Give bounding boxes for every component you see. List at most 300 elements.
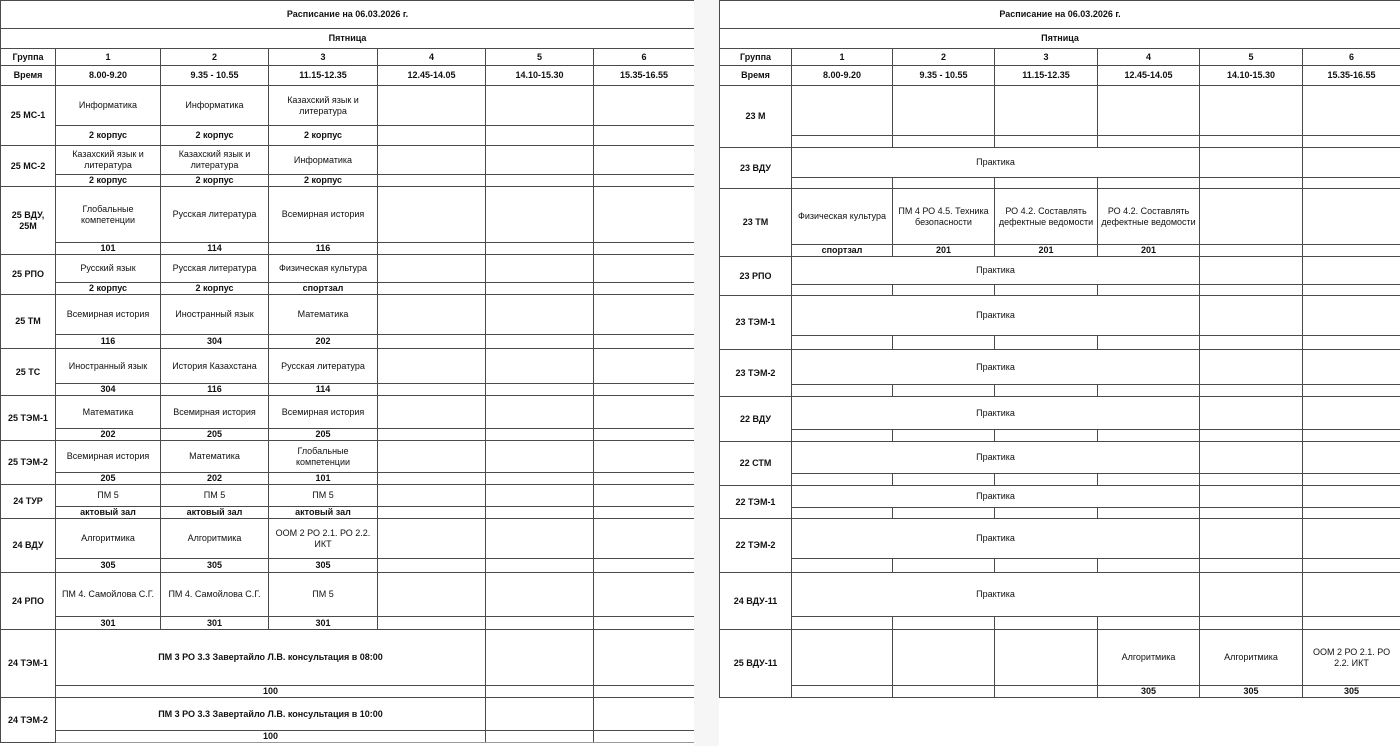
table-row (720, 430, 1400, 442)
room-cell (995, 617, 1098, 630)
table-row (1, 126, 695, 146)
table-row (720, 296, 1400, 336)
room-cell (1200, 508, 1303, 519)
group-name: 22 СТМ (720, 442, 792, 486)
room-cell: 305 (1098, 686, 1200, 698)
subject-cell (594, 146, 695, 175)
subject-cell: Информатика (56, 86, 161, 126)
room-cell: актовый зал (161, 507, 269, 519)
table-row (1, 698, 695, 731)
room-cell (995, 430, 1098, 442)
subject-cell (486, 86, 594, 126)
room-cell (1098, 385, 1200, 397)
room-cell: 304 (56, 384, 161, 396)
room-cell (486, 283, 594, 295)
room-cell: 116 (56, 335, 161, 349)
subject-cell (486, 255, 594, 283)
room-cell (893, 430, 995, 442)
practice-cell: Практика (792, 573, 1200, 617)
empty-cell (1303, 519, 1400, 559)
room-cell (1200, 617, 1303, 630)
subject-cell (1200, 86, 1303, 136)
lesson-time: 9.35 - 10.55 (161, 66, 269, 86)
group-name: 25 ВДУ-11 (720, 630, 792, 698)
empty-cell (486, 731, 594, 743)
room-cell (792, 474, 893, 486)
room-cell (893, 617, 995, 630)
room-cell (995, 385, 1098, 397)
lesson-time: 8.00-9.20 (56, 66, 161, 86)
subject-cell (594, 396, 695, 429)
room-cell: 100 (56, 686, 486, 698)
table-row (1, 630, 695, 686)
lesson-time: 9.35 - 10.55 (893, 66, 995, 86)
subject-cell: Всемирная история (269, 187, 378, 243)
table-row (720, 350, 1400, 385)
practice-cell: Практика (792, 148, 1200, 178)
empty-cell (1200, 397, 1303, 430)
room-cell (378, 335, 486, 349)
lesson-number: 3 (269, 49, 378, 66)
group-name: 23 РПО (720, 257, 792, 296)
table-row (1, 295, 695, 335)
room-cell (893, 508, 995, 519)
room-cell (486, 335, 594, 349)
subject-cell: Глобальные компетенции (56, 187, 161, 243)
room-cell (893, 285, 995, 296)
room-cell (486, 507, 594, 519)
subject-cell (486, 187, 594, 243)
subject-cell (594, 485, 695, 507)
lesson-number: 2 (893, 49, 995, 66)
table-row (1, 146, 695, 175)
subject-cell: Алгоритмика (1098, 630, 1200, 686)
room-cell (378, 507, 486, 519)
subject-cell (594, 349, 695, 384)
table-row (1, 617, 695, 630)
room-cell (792, 559, 893, 573)
group-name: 24 ТЭМ-1 (1, 630, 56, 698)
room-cell: спортзал (792, 245, 893, 257)
room-cell (1303, 385, 1400, 397)
room-cell: 305 (56, 559, 161, 573)
empty-cell (594, 698, 695, 731)
room-cell (378, 243, 486, 255)
group-name: 25 МС-1 (1, 86, 56, 146)
room-cell (594, 283, 695, 295)
lesson-number: 6 (1303, 49, 1400, 66)
table-row (720, 189, 1400, 245)
empty-cell (1200, 148, 1303, 178)
room-cell (1200, 245, 1303, 257)
subject-cell: Математика (56, 396, 161, 429)
table-row (1, 731, 695, 743)
table-row (1, 441, 695, 473)
subject-cell (594, 295, 695, 335)
room-cell: 305 (269, 559, 378, 573)
table-row (1, 485, 695, 507)
room-cell (1200, 430, 1303, 442)
room-cell (1303, 559, 1400, 573)
room-cell (1303, 178, 1400, 189)
practice-cell: Практика (792, 442, 1200, 474)
lesson-number: 6 (594, 49, 695, 66)
lesson-time: 15.35-16.55 (1303, 66, 1400, 86)
room-cell (486, 473, 594, 485)
lesson-number: 1 (56, 49, 161, 66)
table-row (1, 559, 695, 573)
practice-cell: Практика (792, 257, 1200, 285)
room-cell (594, 473, 695, 485)
subject-cell: Всемирная история (56, 295, 161, 335)
empty-cell (1200, 519, 1303, 559)
day-of-week: Пятница (720, 29, 1400, 49)
table-row (1, 349, 695, 384)
room-cell (594, 175, 695, 187)
group-name: 23 ТЭМ-1 (720, 296, 792, 350)
schedule-title: Расписание на 06.03.2026 г. (1, 1, 695, 29)
room-cell (1200, 285, 1303, 296)
table-row (720, 1, 1400, 29)
subject-cell (486, 519, 594, 559)
empty-cell (486, 686, 594, 698)
subject-cell (378, 255, 486, 283)
subject-cell (792, 630, 893, 686)
room-cell (378, 617, 486, 630)
table-row (720, 519, 1400, 559)
room-cell (378, 283, 486, 295)
table-row (1, 29, 695, 49)
subject-cell (1098, 86, 1200, 136)
room-cell (792, 178, 893, 189)
schedule-sheet-right (719, 0, 1400, 746)
lesson-time: 11.15-12.35 (269, 66, 378, 86)
room-cell: 2 корпус (269, 126, 378, 146)
room-cell: 202 (56, 429, 161, 441)
lesson-number: 5 (486, 49, 594, 66)
room-cell: 301 (56, 617, 161, 630)
table-row (1, 519, 695, 559)
table-row (720, 630, 1400, 686)
room-cell (594, 429, 695, 441)
subject-cell: Информатика (269, 146, 378, 175)
subject-cell (486, 485, 594, 507)
group-name: 25 ТЭМ-2 (1, 441, 56, 485)
subject-cell (486, 441, 594, 473)
table-row (720, 617, 1400, 630)
table-row (720, 257, 1400, 285)
subject-cell (486, 396, 594, 429)
table-row (720, 486, 1400, 508)
room-cell (1200, 474, 1303, 486)
subject-cell: ПМ 5 (269, 485, 378, 507)
group-name: 23 ВДУ (720, 148, 792, 189)
room-cell: 205 (269, 429, 378, 441)
subject-cell: ПМ 5 (269, 573, 378, 617)
table-row (720, 508, 1400, 519)
subject-cell: Русская литература (161, 187, 269, 243)
room-cell (1098, 559, 1200, 573)
practice-cell: Практика (792, 519, 1200, 559)
empty-cell (1303, 148, 1400, 178)
lesson-time: 15.35-16.55 (594, 66, 695, 86)
day-of-week: Пятница (1, 29, 695, 49)
room-cell (1200, 136, 1303, 148)
subject-cell: Казахский язык и литература (56, 146, 161, 175)
room-cell: 101 (269, 473, 378, 485)
room-cell: 116 (269, 243, 378, 255)
room-cell (594, 507, 695, 519)
table-row (1, 49, 695, 66)
schedule-table-right (719, 0, 1400, 698)
room-cell: 2 корпус (161, 283, 269, 295)
consultation-cell: ПМ 3 РО 3.3 Завертайло Л.В. консультация в 08:00 (56, 630, 486, 686)
group-header: Группа (1, 49, 56, 66)
room-cell (1098, 136, 1200, 148)
subject-cell: Физическая культура (792, 189, 893, 245)
subject-cell: Математика (269, 295, 378, 335)
subject-cell: Алгоритмика (161, 519, 269, 559)
group-name: 24 ТЭМ-2 (1, 698, 56, 743)
lesson-number: 2 (161, 49, 269, 66)
subject-cell (378, 86, 486, 126)
room-cell (1303, 245, 1400, 257)
room-cell (594, 335, 695, 349)
group-name: 22 ТЭМ-2 (720, 519, 792, 573)
room-cell (792, 617, 893, 630)
subject-cell: Казахский язык и литература (161, 146, 269, 175)
room-cell (486, 559, 594, 573)
group-name: 24 ВДУ (1, 519, 56, 573)
subject-cell: ПМ 5 (56, 485, 161, 507)
lesson-time: 12.45-14.05 (378, 66, 486, 86)
subject-cell (378, 519, 486, 559)
room-cell (995, 474, 1098, 486)
group-name: 24 РПО (1, 573, 56, 630)
subject-cell: Всемирная история (161, 396, 269, 429)
empty-cell (1200, 257, 1303, 285)
room-cell (378, 429, 486, 441)
practice-cell: Практика (792, 397, 1200, 430)
group-name: 25 ТЭМ-1 (1, 396, 56, 441)
subject-cell (893, 630, 995, 686)
room-cell (1098, 474, 1200, 486)
room-cell (1098, 430, 1200, 442)
room-cell (1303, 508, 1400, 519)
room-cell (995, 508, 1098, 519)
room-cell: 205 (56, 473, 161, 485)
empty-cell (1303, 257, 1400, 285)
room-cell (792, 136, 893, 148)
subject-cell: История Казахстана (161, 349, 269, 384)
subject-cell: РО 4.2. Составлять дефектные ведомости (1098, 189, 1200, 245)
empty-cell (1200, 296, 1303, 336)
group-header: Группа (720, 49, 792, 66)
subject-cell (486, 146, 594, 175)
room-cell: 202 (269, 335, 378, 349)
empty-cell (1200, 442, 1303, 474)
schedule-sheet-left (0, 0, 694, 746)
room-cell (893, 686, 995, 698)
empty-cell (1200, 573, 1303, 617)
subject-cell (378, 573, 486, 617)
room-cell (893, 136, 995, 148)
room-cell (995, 178, 1098, 189)
subject-cell (594, 255, 695, 283)
empty-cell (1303, 296, 1400, 336)
room-cell (995, 686, 1098, 698)
table-row (720, 573, 1400, 617)
subject-cell: Русская литература (269, 349, 378, 384)
room-cell (1200, 559, 1303, 573)
room-cell: 2 корпус (161, 175, 269, 187)
table-row (1, 507, 695, 519)
room-cell (1200, 178, 1303, 189)
subject-cell: Физическая культура (269, 255, 378, 283)
room-cell (594, 384, 695, 396)
empty-cell (1303, 442, 1400, 474)
group-name: 23 М (720, 86, 792, 148)
table-row (1, 1, 695, 29)
table-row (1, 255, 695, 283)
empty-cell (594, 630, 695, 686)
subject-cell (594, 441, 695, 473)
table-row (720, 285, 1400, 296)
room-cell: 202 (161, 473, 269, 485)
lesson-time: 14.10-15.30 (1200, 66, 1303, 86)
room-cell (995, 285, 1098, 296)
room-cell (486, 243, 594, 255)
subject-cell (893, 86, 995, 136)
room-cell: 305 (161, 559, 269, 573)
subject-cell (594, 519, 695, 559)
subject-cell: Алгоритмика (56, 519, 161, 559)
table-row (720, 397, 1400, 430)
empty-cell (1303, 397, 1400, 430)
room-cell: 116 (161, 384, 269, 396)
room-cell: 2 корпус (161, 126, 269, 146)
table-row (720, 136, 1400, 148)
room-cell (1303, 285, 1400, 296)
subject-cell: ООМ 2 РО 2.1. РО 2.2. ИКТ (269, 519, 378, 559)
room-cell: 2 корпус (56, 283, 161, 295)
room-cell: 301 (161, 617, 269, 630)
table-row (720, 474, 1400, 486)
subject-cell (1200, 189, 1303, 245)
room-cell (995, 136, 1098, 148)
empty-cell (1200, 486, 1303, 508)
table-row (720, 686, 1400, 698)
table-row (1, 243, 695, 255)
subject-cell (1303, 86, 1400, 136)
subject-cell (378, 295, 486, 335)
lesson-number: 4 (1098, 49, 1200, 66)
table-row (720, 245, 1400, 257)
table-row (720, 559, 1400, 573)
table-row (720, 385, 1400, 397)
subject-cell: Всемирная история (56, 441, 161, 473)
room-cell: актовый зал (56, 507, 161, 519)
room-cell: 301 (269, 617, 378, 630)
schedule-title: Расписание на 06.03.2026 г. (720, 1, 1400, 29)
empty-cell (1303, 486, 1400, 508)
table-row (1, 384, 695, 396)
subject-cell (486, 349, 594, 384)
subject-cell: ПМ 5 (161, 485, 269, 507)
room-cell (792, 285, 893, 296)
room-cell (378, 473, 486, 485)
subject-cell: Иностранный язык (161, 295, 269, 335)
room-cell (792, 508, 893, 519)
room-cell (1200, 336, 1303, 350)
table-row (1, 66, 695, 86)
room-cell (486, 175, 594, 187)
room-cell: 304 (161, 335, 269, 349)
subject-cell: Иностранный язык (56, 349, 161, 384)
room-cell (893, 385, 995, 397)
room-cell (792, 430, 893, 442)
subject-cell: ПМ 4. Самойлова С.Г. (161, 573, 269, 617)
empty-cell (1303, 573, 1400, 617)
empty-cell (486, 698, 594, 731)
room-cell: 114 (269, 384, 378, 396)
room-cell (378, 126, 486, 146)
room-cell (995, 336, 1098, 350)
room-cell (378, 559, 486, 573)
room-cell (1200, 385, 1303, 397)
table-row (720, 49, 1400, 66)
room-cell: 2 корпус (56, 126, 161, 146)
lesson-time: 8.00-9.20 (792, 66, 893, 86)
subject-cell: ПМ 4. Самойлова С.Г. (56, 573, 161, 617)
subject-cell: Всемирная история (269, 396, 378, 429)
subject-cell: Русский язык (56, 255, 161, 283)
group-name: 23 ТМ (720, 189, 792, 257)
room-cell (378, 175, 486, 187)
table-row (720, 66, 1400, 86)
subject-cell: Информатика (161, 86, 269, 126)
group-name: 23 ТЭМ-2 (720, 350, 792, 397)
room-cell (1098, 617, 1200, 630)
subject-cell: ООМ 2 РО 2.1. РО 2.2. ИКТ (1303, 630, 1400, 686)
room-cell (378, 384, 486, 396)
table-row (1, 283, 695, 295)
subject-cell (486, 295, 594, 335)
room-cell (594, 243, 695, 255)
lesson-time: 11.15-12.35 (995, 66, 1098, 86)
subject-cell (995, 630, 1098, 686)
room-cell (1098, 285, 1200, 296)
subject-cell: РО 4.2. Составлять дефектные ведомости (995, 189, 1098, 245)
lesson-number: 5 (1200, 49, 1303, 66)
room-cell (1303, 430, 1400, 442)
subject-cell (378, 441, 486, 473)
table-row (720, 442, 1400, 474)
subject-cell (486, 573, 594, 617)
room-cell (792, 336, 893, 350)
table-row (1, 187, 695, 243)
table-row (1, 429, 695, 441)
group-name: 25 ТМ (1, 295, 56, 349)
schedule-table-left (0, 0, 695, 743)
room-cell (594, 559, 695, 573)
time-header: Время (720, 66, 792, 86)
room-cell (893, 474, 995, 486)
room-cell (1098, 336, 1200, 350)
group-name: 24 ВДУ-11 (720, 573, 792, 630)
empty-cell (594, 731, 695, 743)
subject-cell: Казахский язык и литература (269, 86, 378, 126)
